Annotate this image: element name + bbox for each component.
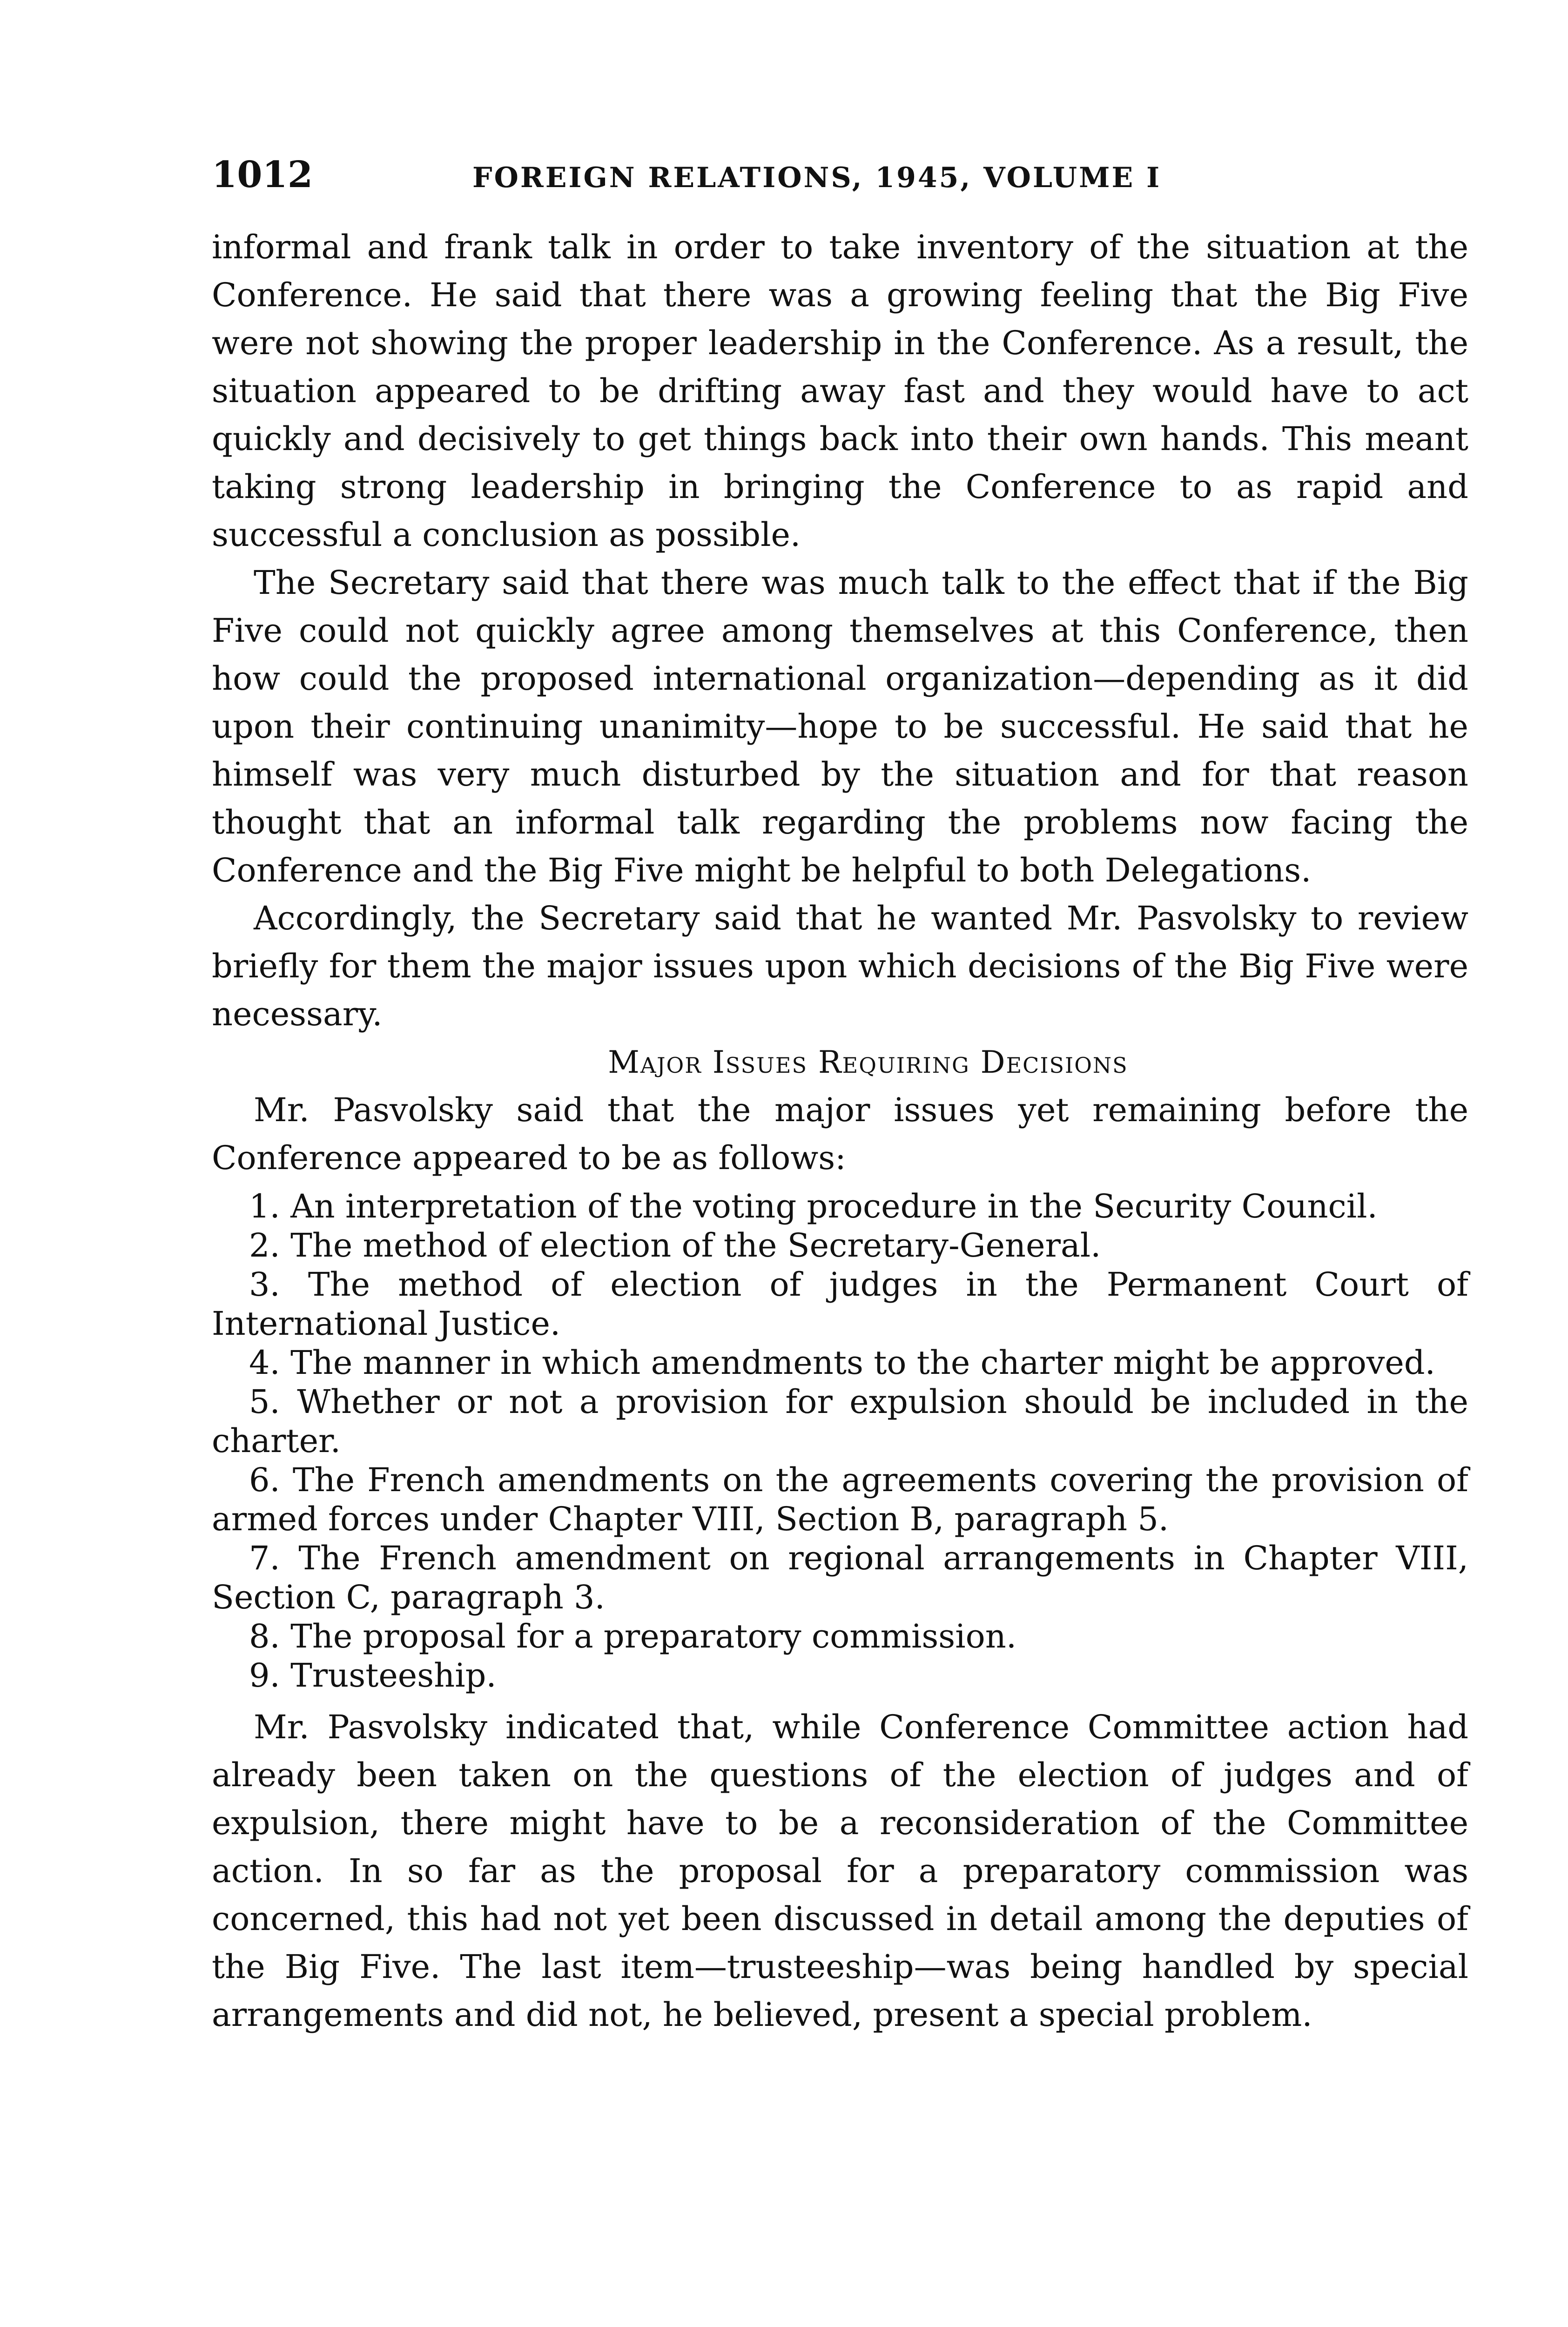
item-text: Whether or not a provision for expulsion should be included in the charter. [212,1383,1468,1460]
paragraph-4: Mr. Pasvolsky said that the major issues yet remaining before the Conference appeared to be as follows: [212,1091,1468,1177]
item-number: 8. [249,1617,280,1655]
page-number: 1012 [212,154,313,196]
item-number: 9. [249,1656,280,1695]
paragraph-5: Mr. Pasvolsky indicated that, while Conference Committee action had already been taken on the questions of the election of judges and of expulsion, there might have to be a reconsideration of the Committee action. In so far as the proposal for a preparatory commission was concerned, this had not yet been discussed in detail among the deputies of the Big Five. The last item—trusteeship—was being handled by special arrangements and did not, he believed, present a special problem. [212,1708,1468,2034]
item-text: The manner in which amendments to the charter might be approved. [290,1344,1435,1382]
issues-list [212,1187,1468,1695]
item-number: 5. [249,1383,280,1421]
section-heading: Major Issues Requiring Decisions [608,1044,1128,1080]
list-item [212,1226,1468,1265]
list-item [212,1539,1468,1617]
item-number: 7. [249,1539,280,1577]
item-text: An interpretation of the voting procedure in the Security Council. [290,1187,1378,1225]
list-item [212,1617,1468,1656]
item-text: Trusteeship. [290,1656,497,1695]
document-page [212,154,1468,2039]
paragraph-1: informal and frank talk in order to take inventory of the situation at the Conference. He said that there was a growing feeling that the Big Five were not showing the proper leadership in the Conference. As a result, the situation appeared to be drifting away fast and they would have to act quickly and decisively to get things back into their own hands. This meant taking strong leadership in bringing the Conference to as rapid and successful a conclusion as possible. [212,228,1468,554]
list-item [212,1265,1468,1343]
item-number: 4. [249,1344,280,1382]
item-number: 1. [249,1187,280,1225]
list-item [212,1343,1468,1382]
item-text: The proposal for a preparatory commission. [290,1617,1017,1655]
page-header [212,154,1468,223]
paragraph-2: The Secretary said that there was much talk to the effect that if the Big Five could not quickly agree among themselves at this Conference, then how could the proposed international organization—depending as it did upon their continuing unanimity—hope to be successful. He said that he himself was very much disturbed by the situation and for that reason thought that an informal talk regarding the problems now facing the Conference and the Big Five might be helpful to both Delegations. [212,564,1468,889]
item-number: 6. [249,1461,280,1499]
list-item [212,1460,1468,1539]
list-item [212,1656,1468,1695]
item-number: 3. [249,1265,280,1304]
item-text: The French amendments on the agreements covering the provision of armed forces under Chapter VIII, Section B, paragraph 5. [212,1461,1468,1538]
list-item [212,1382,1468,1460]
item-text: The method of election of judges in the Permanent Court of International Justice. [212,1265,1468,1343]
item-text: The French amendment on regional arrangements in Chapter VIII, Section C, paragraph 3. [212,1539,1468,1616]
list-item [212,1187,1468,1226]
item-text: The method of election of the Secretary-General. [290,1226,1101,1264]
item-number: 2. [249,1226,280,1264]
paragraph-3: Accordingly, the Secretary said that he wanted Mr. Pasvolsky to review briefly for them the major issues upon which decisions of the Big Five were necessary. [212,899,1468,1033]
running-head: FOREIGN RELATIONS, 1945, VOLUME I [472,161,1162,194]
